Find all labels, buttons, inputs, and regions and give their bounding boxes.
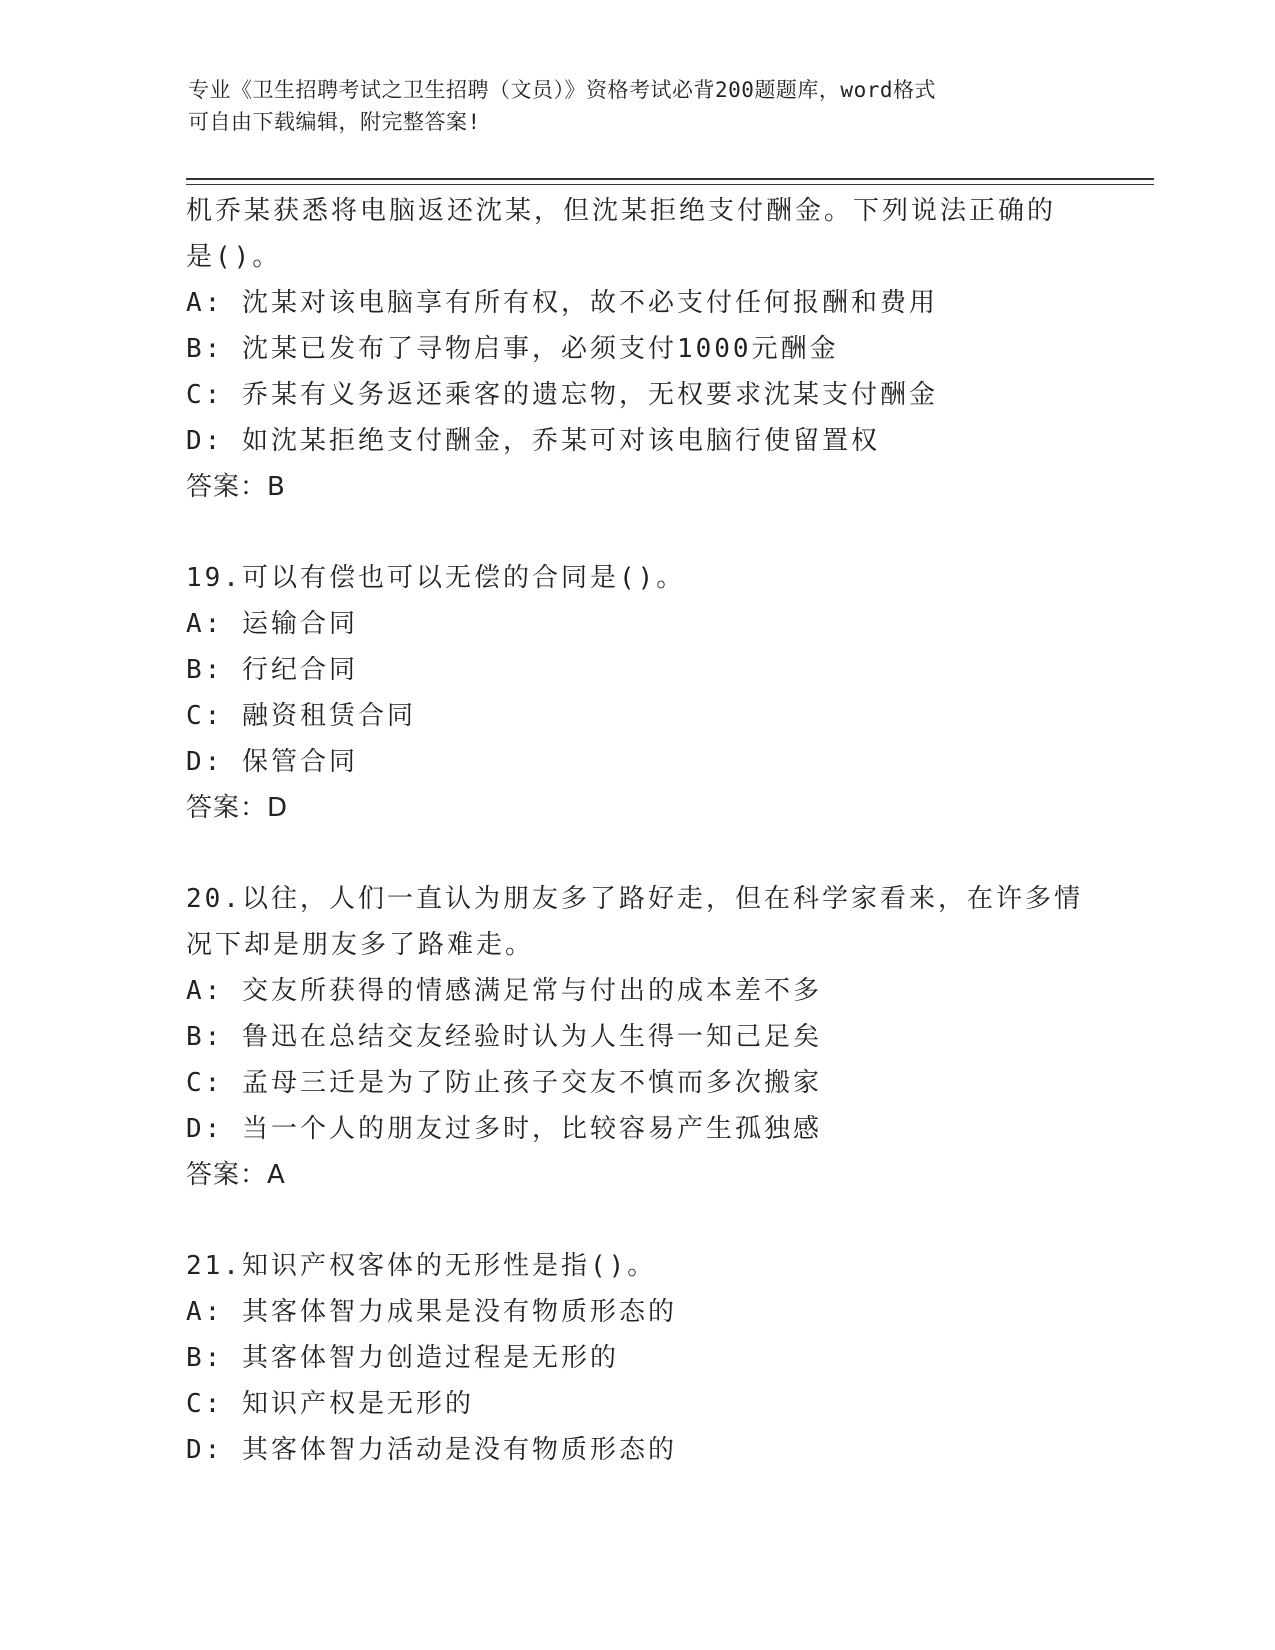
option-d: D: 保管合同	[186, 747, 358, 777]
option-a: A: 运输合同	[186, 609, 358, 639]
answer-label: 答案：A	[186, 1160, 286, 1190]
answer-label: 答案：D	[186, 793, 289, 823]
question-20	[186, 876, 1086, 1198]
question-stem-line: 21.知识产权客体的无形性是指()。	[186, 1251, 657, 1281]
option-c: C: 知识产权是无形的	[186, 1389, 474, 1419]
question-18	[186, 188, 1086, 510]
document-header	[188, 74, 1088, 138]
option-b: B: 其客体智力创造过程是无形的	[186, 1343, 619, 1373]
question-stem-line: 是()。	[186, 242, 282, 272]
header-title-line2: 可自由下载编辑，附完整答案!	[188, 110, 481, 134]
question-stem-line: 机乔某获悉将电脑返还沈某，但沈某拒绝支付酬金。下列说法正确的	[186, 196, 1057, 226]
question-19	[186, 555, 1086, 831]
question-list	[186, 188, 1086, 1518]
option-c: C: 孟母三迁是为了防止孩子交友不慎而多次搬家	[186, 1068, 822, 1098]
option-d: D: 当一个人的朋友过多时，比较容易产生孤独感	[186, 1114, 822, 1144]
option-d: D: 如沈某拒绝支付酬金，乔某可对该电脑行使留置权	[186, 426, 880, 456]
question-stem-line: 19.可以有偿也可以无偿的合同是()。	[186, 563, 686, 593]
header-rule-thin	[186, 184, 1154, 185]
option-d: D: 其客体智力活动是没有物质形态的	[186, 1435, 677, 1465]
question-stem-line: 20.以往，人们一直认为朋友多了路好走，但在科学家看来，在许多情	[186, 884, 1083, 914]
question-21	[186, 1243, 1086, 1473]
option-c: C: 乔某有义务返还乘客的遗忘物，无权要求沈某支付酬金	[186, 380, 938, 410]
option-a: A: 交友所获得的情感满足常与付出的成本差不多	[186, 976, 822, 1006]
question-stem-line: 况下却是朋友多了路难走。	[186, 930, 535, 960]
header-rule-thick	[186, 178, 1154, 180]
option-c: C: 融资租赁合同	[186, 701, 416, 731]
header-title-line1: 专业《卫生招聘考试之卫生招聘（文员）》资格考试必背200题题库，word格式	[188, 78, 936, 102]
option-a: A: 沈某对该电脑享有所有权，故不必支付任何报酬和费用	[186, 288, 938, 318]
answer-label: 答案：B	[186, 472, 286, 502]
option-b: B: 沈某已发布了寻物启事，必须支付1000元酬金	[186, 334, 839, 364]
option-a: A: 其客体智力成果是没有物质形态的	[186, 1297, 677, 1327]
option-b: B: 行纪合同	[186, 655, 358, 685]
option-b: B: 鲁迅在总结交友经验时认为人生得一知己足矣	[186, 1022, 822, 1052]
